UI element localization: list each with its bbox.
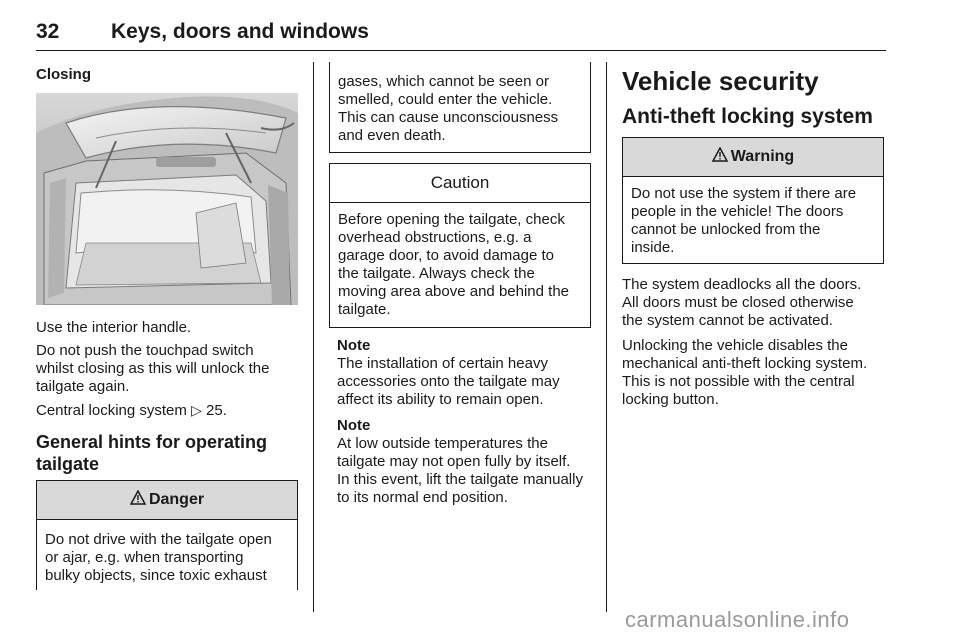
- section-subtitle: Anti-theft locking system: [622, 105, 873, 128]
- column-1-body: [36, 319, 306, 475]
- page-number: 32: [36, 20, 60, 43]
- page-reference-icon: ▷: [191, 402, 202, 418]
- caution-box: [329, 163, 591, 328]
- column-3-headings: [622, 66, 892, 130]
- note-text: At low outside temperatures the tailgate may not open fully by itself. In this event, lift the tailgate manually to its normal end position.: [337, 435, 583, 506]
- column-1: [36, 66, 301, 84]
- danger-header: Danger: [37, 481, 297, 520]
- note-label: Note: [337, 337, 371, 354]
- tailgate-illustration: [36, 93, 298, 305]
- warning-box: [622, 137, 884, 264]
- note-label: Note: [337, 417, 371, 434]
- note-text: The installation of certain heavy accessories onto the tailgate may affect its ability to remain open.: [337, 355, 560, 408]
- section-subheading: General hints for operating tailgate: [36, 432, 268, 474]
- column-divider-1: [313, 62, 314, 612]
- body-text: The system deadlocks all the doors. All doors must be closed otherwise the system cannot be activated.: [622, 276, 862, 329]
- column-3-body: [622, 276, 897, 409]
- danger-text-continued: gases, which cannot be seen or smelled, could enter the vehicle. This can cause unconsciousness and even death.: [338, 73, 559, 144]
- page-header: [36, 8, 886, 51]
- body-text: Unlocking the vehicle disables the mechanical anti-theft locking system. This is not possible with the central locking button.: [622, 337, 868, 408]
- caution-text: Before opening the tailgate, check overhead obstructions, e.g. a garage door, to avoid damage to the tailgate. Always check the moving area above and behind the tailgate.: [338, 211, 570, 318]
- warning-triangle-icon: [130, 490, 146, 510]
- page-reference-link[interactable]: 25.: [206, 402, 227, 419]
- danger-box: [36, 480, 298, 590]
- warning-header: Warning: [623, 138, 883, 177]
- section-title: Vehicle security: [622, 66, 819, 96]
- body-text: Do not push the touchpad switch whilst closing as this will unlock the tailgate again.: [36, 342, 270, 395]
- cross-reference: Central locking system ▷ 25.: [36, 402, 227, 419]
- danger-text: Do not drive with the tailgate open or ajar, e.g. when transporting bulky objects, since toxic exhaust: [45, 531, 272, 584]
- column-2-notes: [337, 337, 607, 507]
- caution-header: Caution: [330, 164, 590, 203]
- danger-box-continued: [329, 62, 591, 153]
- watermark: carmanualsonline.info: [625, 607, 850, 632]
- warning-triangle-icon: [712, 147, 728, 167]
- chapter-title: Keys, doors and windows: [111, 20, 369, 43]
- warning-text: Do not use the system if there are people in the vehicle! The doors cannot be unlocked from the inside.: [631, 185, 857, 256]
- body-text: Use the interior handle.: [36, 319, 192, 336]
- closing-heading: Closing: [36, 66, 91, 83]
